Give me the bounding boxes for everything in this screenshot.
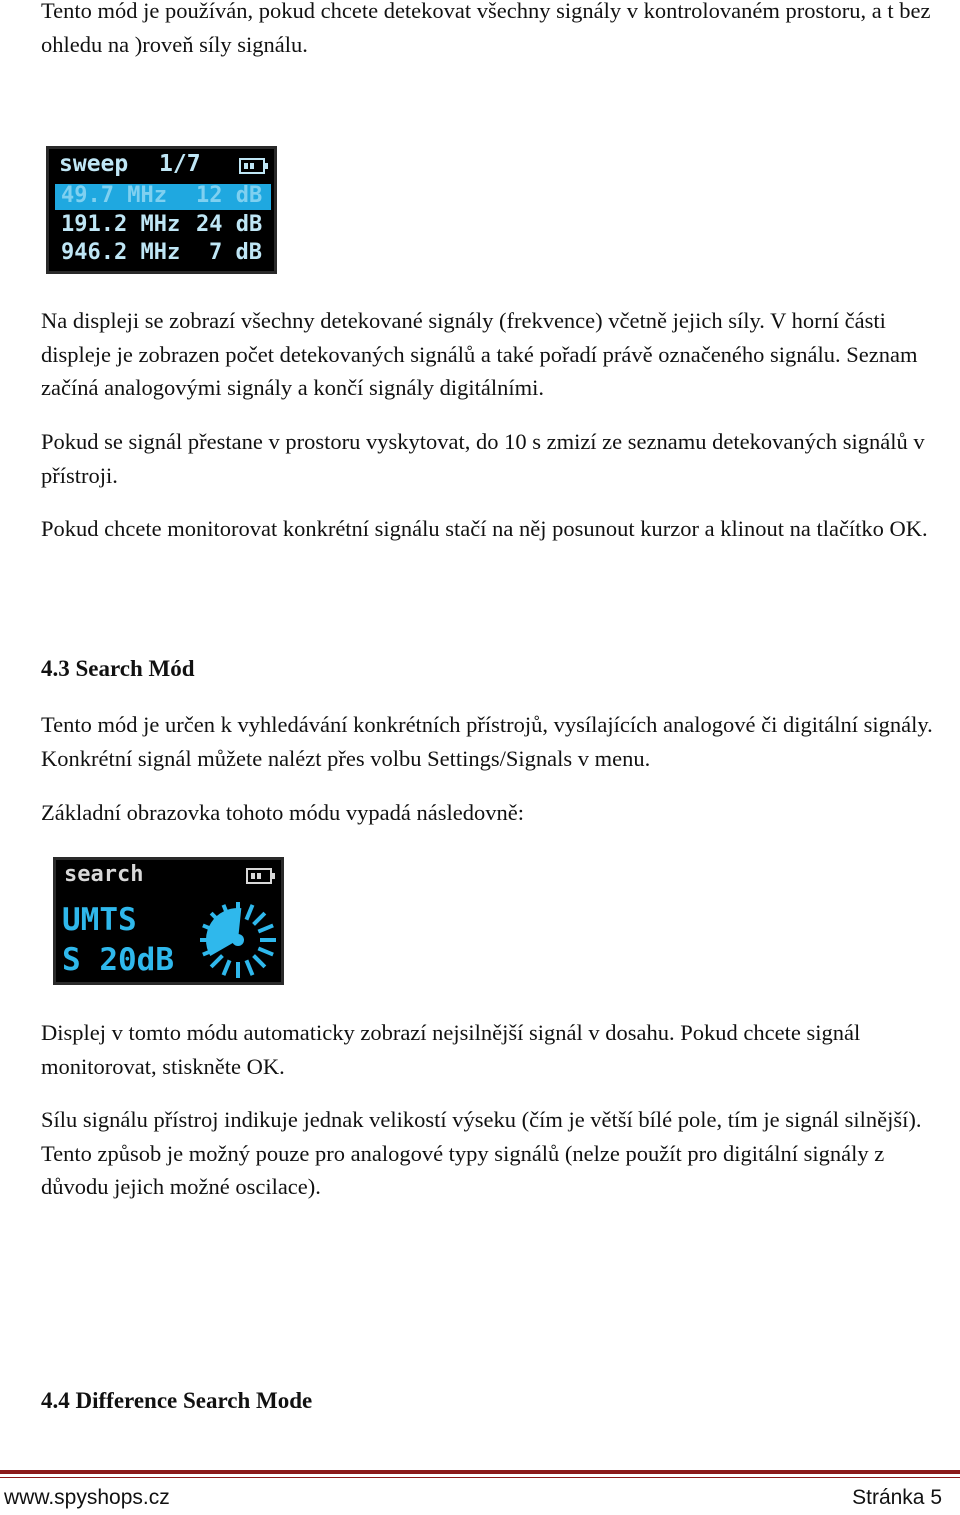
search-display-image (53, 857, 284, 985)
sweep-row-1-freq: 49.7 MHz (61, 183, 167, 208)
footer-page-number: Stránka 5 (852, 1486, 942, 1509)
gauge-tick (254, 956, 265, 967)
gauge-tick (254, 913, 265, 924)
sweep-row-3-freq: 946.2 MHz (61, 240, 181, 265)
section-heading-search: 4.3 Search Mód (41, 656, 195, 681)
display-info-paragraph: Na displeji se zobrazí všechny detekované signály (frekvence) včetně jejich síly. V horní části displeje je zobrazen počet detekovaných signálů a také pořadí právě označeného signálu. Seznam začíná analogovými signály a končí signály digitálními. (41, 308, 918, 400)
gauge-tick (258, 925, 273, 931)
sweep-display-image (46, 146, 277, 274)
footer-rule-thin (0, 1477, 960, 1478)
sweep-title: sweep (59, 151, 129, 177)
signal-strength-gauge-icon (196, 898, 280, 982)
sweep-row-2-level: 24 dB (196, 212, 263, 237)
monitor-paragraph: Pokud chcete monitorovat konkrétní signálu stačí na něj posunout kurzor a klinout na tlačítko OK. (41, 516, 928, 541)
gauge-tick (246, 960, 252, 975)
footer-website: www.spyshops.cz (4, 1486, 170, 1509)
intro-paragraph: Tento mód je používán, pokud chcete detekovat všechny signály v kontrolovaném prostoru, a t bez ohledu na )roveň síly signálu. (41, 0, 931, 57)
gauge-center (232, 934, 244, 946)
search-signal-strength: S 20dB (62, 942, 174, 978)
sweep-row-1-level: 12 dB (196, 183, 263, 208)
search-screen-paragraph: Základní obrazovka tohoto módu vypadá následovně: (41, 800, 524, 825)
gauge-tick (223, 960, 229, 975)
search-signal-type: UMTS (62, 902, 137, 938)
battery-icon (246, 868, 276, 884)
search-description-paragraph: Tento mód je určen k vyhledávání konkrétních přístrojů, vysílajících analogové či digitální signály. Konkrétní signál můžete nalézt přes volbu Settings/Signals v menu. (41, 712, 933, 771)
disappear-paragraph: Pokud se signál přestane v prostoru vyskytovat, do 10 s zmizí ze seznamu detekovaných signálů v přístroji. (41, 429, 925, 488)
sweep-row-3-level: 7 dB (209, 240, 262, 265)
gauge-tick (211, 956, 222, 967)
strongest-paragraph: Displej v tomto módu automaticky zobrazí nejsilnější signál v dosahu. Pokud chcete signál monitorovat, stiskněte OK. (41, 1020, 861, 1079)
battery-icon (239, 158, 269, 174)
strength-paragraph: Sílu signálu přístroj indikuje jednak velikostí výseku (čím je větší bílé pole, tím je signál silnější). Tento způsob je možný pouze pro analogové typy signálů (nelze použít pro digitální signály z důvodu jejich možné oscilace). (41, 1107, 922, 1199)
gauge-tick (258, 948, 273, 954)
footer-rule (0, 1470, 960, 1474)
search-title: search (64, 862, 144, 887)
gauge-tick (246, 905, 252, 920)
section-heading-difference: 4.4 Difference Search Mode (41, 1388, 313, 1413)
sweep-count: 1/7 (159, 151, 201, 177)
sweep-row-2-freq: 191.2 MHz (61, 212, 181, 237)
